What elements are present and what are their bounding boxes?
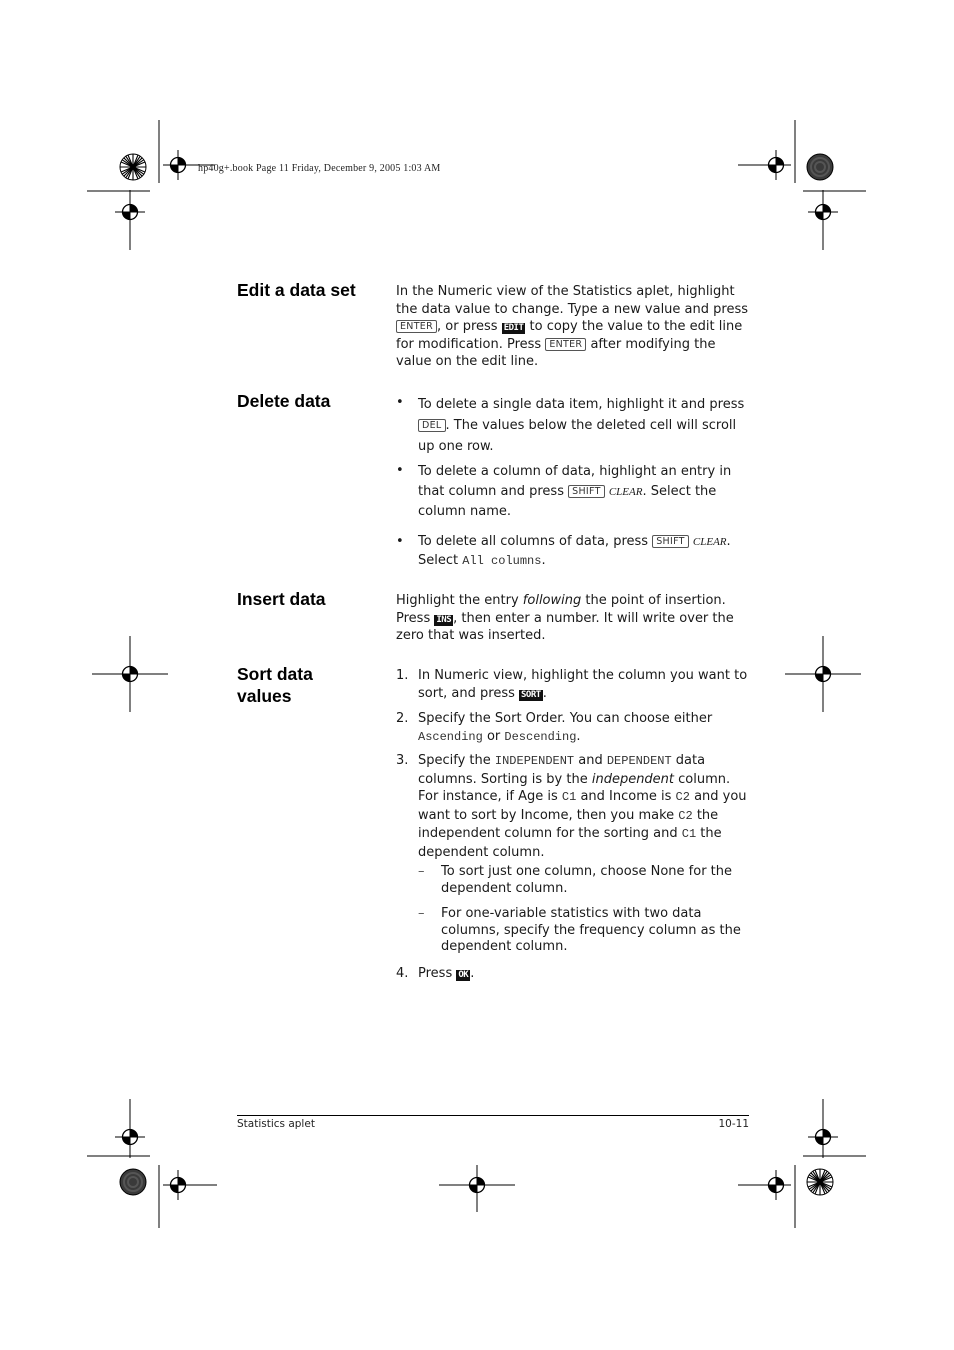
step-number: 1. [396, 668, 409, 683]
heading-delete-data: Delete data [237, 391, 331, 411]
heading-insert-data: Insert data [237, 589, 326, 609]
heading-edit-data-set: Edit a data set [237, 280, 356, 300]
step-3: Specify the INDEPENDENT and DEPENDENT data columns. Sorting is by the independent column. For instance, if Age is C1 and Income is C2 and you want to sort by Income, then you make C2 the independent column for the sorting and C1 the dependent column. [418, 753, 747, 860]
bullet: • [396, 534, 404, 549]
step-2: Specify the Sort Order. You can choose either Ascending or Descending. [418, 711, 713, 744]
del-key: DEL [418, 419, 446, 432]
list-item-delete-all: To delete all columns of data, press SHIFT CLEAR. Select All columns. [418, 534, 731, 568]
dash-marker: – [418, 906, 425, 921]
shift-key: SHIFT [652, 535, 689, 548]
paragraph-edit-data-set: In the Numeric view of the Statistics aplet, highlight the data value to change. Type a new value and press ENTER , or press EDIT to copy the value to the edit line for modification. Press ENTER after modifying the value on the edit line. [396, 284, 748, 370]
sub-item-one-column: To sort just one column, choose None for the dependent column. [441, 864, 733, 896]
sub-item-one-variable: For one-variable statistics with two data columns, specify the frequency column as the dependent column. [441, 906, 741, 954]
bullet: • [396, 395, 404, 410]
step-number: 2. [396, 711, 409, 726]
footer-section-title: Statistics aplet [237, 1118, 315, 1130]
step-1: In Numeric view, highlight the column you want to sort, and press SORT . [418, 668, 748, 701]
print-header: hp40g+.book Page 11 Friday, December 9, 2005 1:03 AM [198, 163, 441, 174]
step-number: 4. [396, 966, 409, 981]
list-item-delete-column: To delete a column of data, highlight an entry in that column and press SHIFT CLEAR. Select the column name. [418, 464, 732, 519]
ok-softkey: OK [458, 970, 469, 980]
enter-key: ENTER [545, 338, 586, 351]
bullet: • [396, 463, 404, 478]
enter-key: ENTER [396, 320, 437, 333]
edit-softkey: EDIT [503, 323, 524, 334]
all-columns-option: All columns [462, 553, 542, 568]
sort-softkey: SORT [521, 689, 541, 700]
ascending-option: Ascending [418, 729, 483, 744]
shift-key: SHIFT [568, 485, 605, 498]
footer-rule [237, 1115, 749, 1116]
clear-label: CLEAR [608, 486, 643, 498]
clear-label: CLEAR [692, 536, 727, 548]
step-number: 3. [396, 753, 409, 768]
descending-option: Descending [504, 729, 577, 744]
heading-sort-data-values: Sort data values [237, 664, 313, 706]
page-number: 10-11 [718, 1118, 749, 1130]
list-item-delete-single: To delete a single data item, highlight it and press DEL . The values below the deleted cell will scroll up one row. [418, 397, 745, 454]
paragraph-insert-data: Highlight the entry following the point of insertion. Press INS , then enter a number. It will write over the zero that was inserted. [396, 593, 734, 644]
step-4: Press OK . [418, 966, 475, 981]
ins-softkey: INS [436, 614, 452, 625]
dash-marker: – [418, 864, 425, 879]
